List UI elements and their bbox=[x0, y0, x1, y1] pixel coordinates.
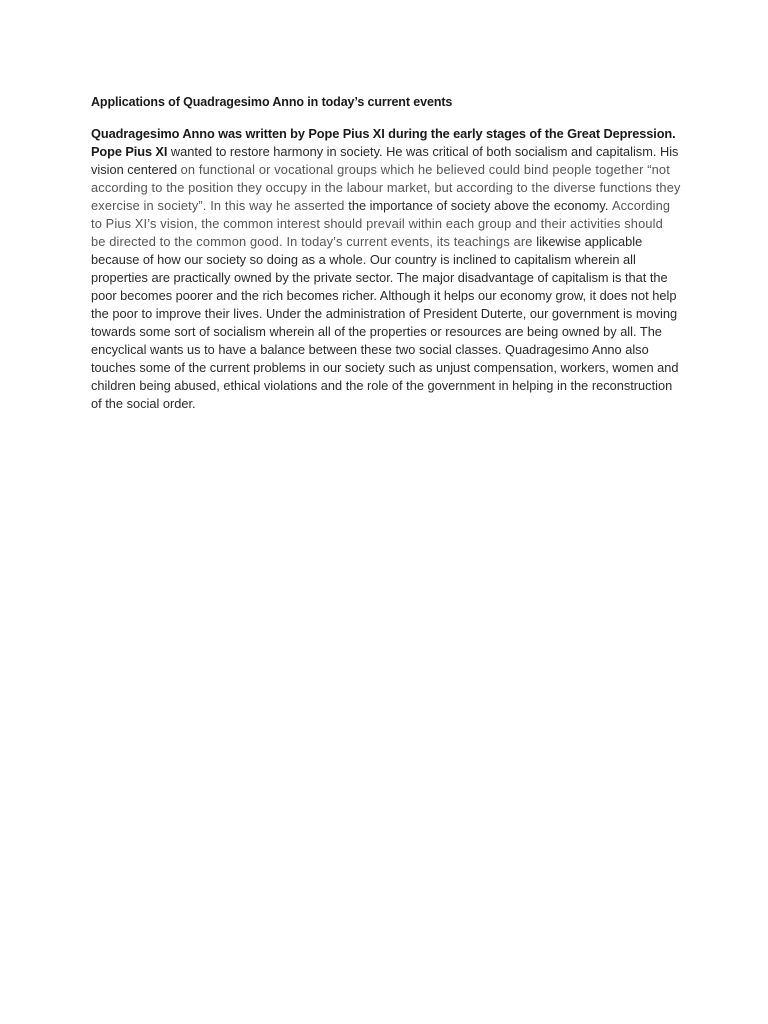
body-paragraph bbox=[91, 125, 681, 413]
paragraph-segment-1: wanted to restore harmony in society. He was critical of both socialism and capitalism. His vision centered bbox=[91, 144, 679, 177]
paragraph-lead: Quadragesimo Anno was written by Pope Pius XI during the early stages of the Great Depression. Pope Pius XI bbox=[91, 126, 676, 159]
document-title: Applications of Quadragesimo Anno in today’s current events bbox=[91, 95, 453, 109]
paragraph-segment-4: According to Pius XI’s vision, the common interest should prevail within each group and their activities should be directed to the common good. In today’s current events, its teachings are bbox=[91, 198, 671, 249]
paragraph-segment-3: the importance of society above the economy. bbox=[348, 198, 612, 213]
document-page bbox=[91, 93, 681, 413]
paragraph-segment-2: on functional or vocational groups which he believed could bind people together “not according to the position they occupy in the labour market, but according to the diverse functions they exercise in society”. In this way he asserted bbox=[91, 162, 681, 213]
paragraph-segment-5: likewise applicable because of how our society so doing as a whole. Our country is inclined to capitalism wherein all properties are practically owned by the private sector. The major disadvantage of capitalism is that the poor becomes poorer and the rich becomes richer. Although it helps our economy grow, it does not help the poor to improve their lives. Under the administration of President Duterte, our government is moving towards some sort of socialism wherein all of the properties or resources are being owned by all. The encyclical wants us to have a balance between these two social classes. Quadragesimo Anno also touches some of the current problems in our society such as unjust compensation, workers, women and children being abused, ethical violations and the role of the government in helping in the reconstruction of the social order. bbox=[91, 234, 679, 411]
